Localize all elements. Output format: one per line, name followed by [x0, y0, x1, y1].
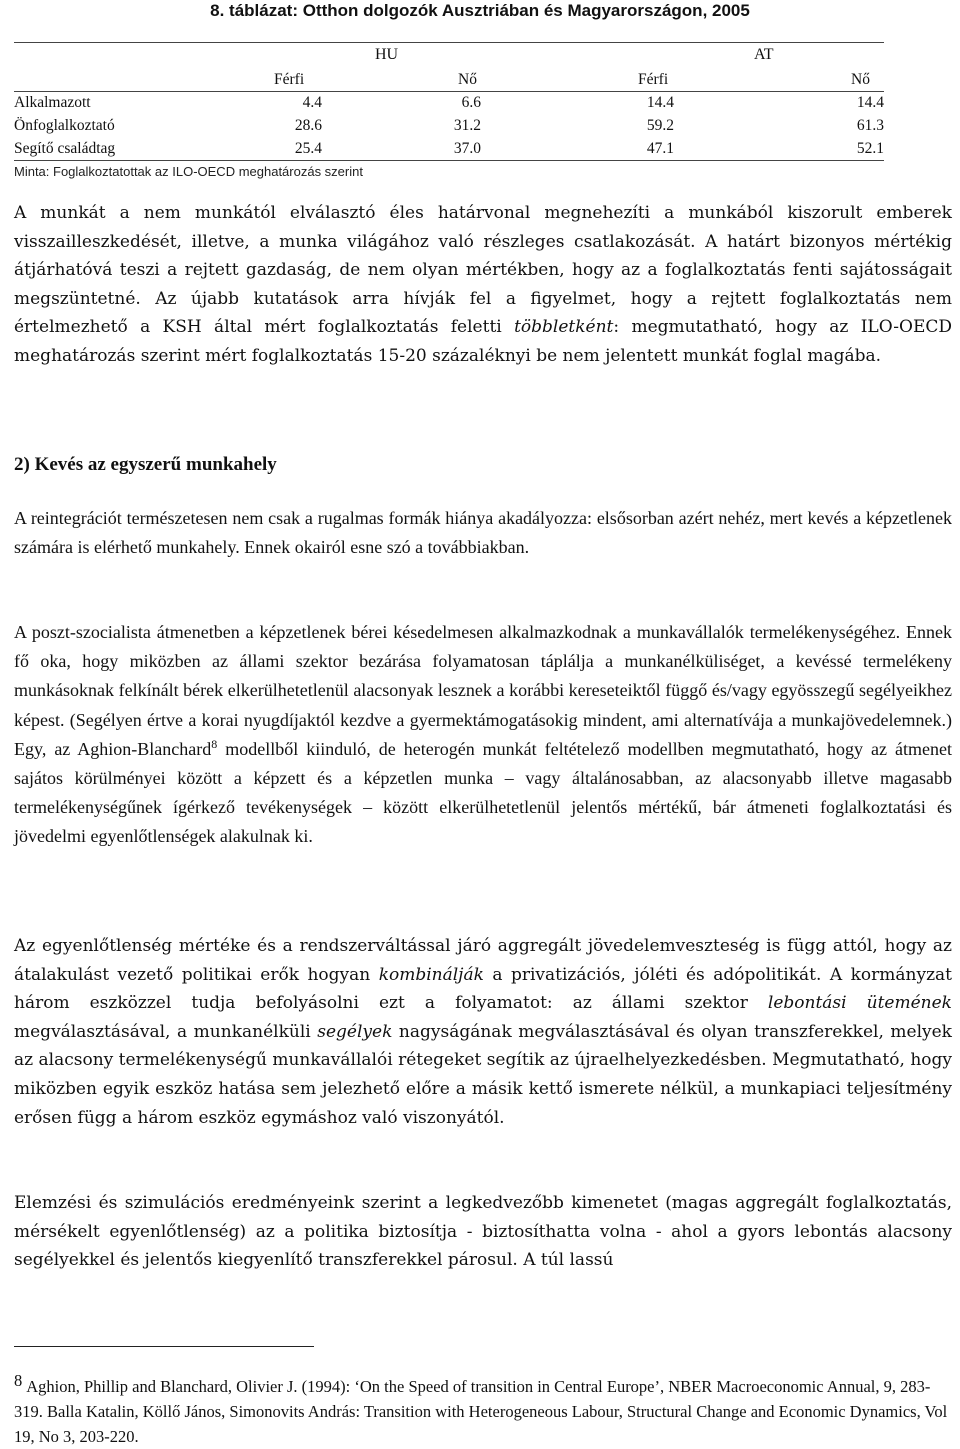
sub-header-hu-no: Nő: [458, 71, 477, 88]
paragraph-4: [14, 932, 952, 1132]
footnote: [14, 1368, 952, 1449]
table-row: [14, 114, 884, 137]
table-cell: 59.2: [646, 117, 674, 134]
table-header-rule: [14, 91, 884, 92]
paragraph-2: A reintegrációt természetesen nem csak a rugalmas formák hiánya akadályozza: elsősorban azért nehéz, mert kevés a képzetlenek számára is elérhető munkahely. Ennek okairól esne szó a továbbiakban.: [14, 508, 952, 558]
row-label: Alkalmazott: [14, 94, 91, 111]
table-title: 8. táblázat: Otthon dolgozók Ausztriában és Magyarországon, 2005: [210, 1, 750, 20]
table-cell: 14.4: [856, 94, 884, 111]
table-cell: 6.6: [461, 94, 481, 111]
paragraph-3-text-b: modellből kiinduló, de heterogén munkát feltételező modellben megmutatható, hogy az átmenet sajátos körülményei között a képzett és a képzetlen munka – vagy általánosabban, az alacsonyabb illetve magasabb termelékenységűnek ígérkező tevékenységek – között elkerülhetetlenül jelentős mértékű, bár átmeneti foglalkoztatási és jövedelmi egyenlőtlenségek alakulnak ki.: [14, 738, 952, 847]
footnote-reference[interactable]: 8: [211, 736, 218, 751]
paragraph-4-text-d: nagyságának megválasztásával és olyan transzferekkel, melyek az alacsony termelékenységű munkavállalói rétegeket segítik az újraelhelyezkedésben. Megmutatható, hogy miközben egyik eszköz hatása sem jelezhető előre a másik kettő ismerete nélkül, a munkapiaci teljesítmény erősen függ a három eszköz egymáshoz való viszonyától.: [14, 1021, 952, 1128]
table-cell: 47.1: [646, 140, 674, 157]
table-cell: 31.2: [453, 117, 481, 134]
table-cell: 25.4: [294, 140, 322, 157]
table-cell: 28.6: [294, 117, 322, 134]
section-heading: 2) Kevés az egyszerű munkahely: [14, 454, 277, 475]
table-row: [14, 137, 884, 160]
sub-header-at-ferfi: Férfi: [638, 71, 669, 88]
table-sex-header-row: [14, 68, 884, 91]
paragraph-4-emphasis-3: segélyek: [317, 1021, 393, 1042]
country-header-at: AT: [754, 46, 774, 63]
footnote-separator: [14, 1346, 314, 1347]
table-country-header-row: [14, 42, 884, 68]
table-cell: 52.1: [856, 140, 884, 157]
table-cell: 37.0: [453, 140, 481, 157]
paragraph-4-text-a: Az egyenlőtlenség mértéke és a rendszerváltással járó aggregált jövedelemveszteség is függ attól, hogy az átalakulást vezető politikai erők hogyan: [14, 936, 952, 985]
footnote-number: 8: [14, 1371, 23, 1390]
paragraph-3-text-a: A poszt-szocialista átmenetben a képzetlenek bérei késedelmesen alkalmazkodnak a munkavállalók termelékenységéhez. Ennek fő oka, hogy miközben az állami szektor bezárása folyamatosan táplálja a munkanélküliséget, a kevéssé termelékeny munkásoknak felkínált bérek elkerülhetetlenül alacsonyak lesznek a korábbi kereseteiktől függő és/vagy egyösszegű segélyeikhez képest. (Segélyen értve a korai nyugdíjaktól kezdve a gyermektámogatásokig mindent, ami alternatívája a munkajövedelemnek.) Egy, az Aghion-Blanchard: [14, 622, 952, 759]
table-cell: 14.4: [646, 94, 674, 111]
paragraph-3: [14, 618, 952, 852]
sub-header-hu-ferfi: Férfi: [274, 71, 305, 88]
row-label: Segítő családtag: [14, 140, 116, 157]
paragraph-1-text-b: : megmutatható, hogy az ILO-OECD meghatározás szerint mért foglalkoztatás 15-20 százaléknyi be nem jelentett munkát foglal magába.: [14, 317, 953, 366]
paragraph-1-text-a: A munkát a nem munkától elválasztó éles határvonal megnehezíti a munkából kiszorult emberek visszailleszkedését, illetve, a munka világához való részleges csatlakozását. A határt bizonyos mértékig átjárhatóvá teszi a rejtett gazdaság, de nem olyan mértékben, hogy az a foglalkoztatás fenti sajátosságait megszüntetné. Az újabb kutatások arra hívják fel a figyelmet, hogy a rejtett foglalkoztatás nem értelmezhető a KSH által mért foglalkoztatás feletti: [14, 203, 952, 338]
row-label: Önfoglalkoztató: [14, 117, 115, 134]
sub-header-at-no: Nő: [851, 71, 870, 88]
country-header-hu: HU: [375, 46, 399, 63]
table-cell: 61.3: [856, 117, 884, 134]
paragraph-5: Elemzési és szimulációs eredményeink szerint a legkedvezőbb kimenetet (magas aggregált foglalkoztatás, mérsékelt egyenlőtlenség) az a politika biztosítja - biztosíthatta volna - ahol a gyors lebontás alacsony segélyekkel és jelentős kiegyenlítő transzferekkel párosul. A túl lassú: [14, 1193, 952, 1271]
table-row: [14, 91, 884, 114]
table-cell: 4.4: [302, 94, 322, 111]
table-note-row: [14, 160, 884, 183]
paragraph-4-text-c: megválasztásával, a munkanélküli: [14, 1021, 318, 1042]
paragraph-1: [14, 199, 952, 371]
paragraph-4-text-b: a privatizációs, jóléti és adópolitikát. A kormányzat három eszközzel tudja befolyásolni ezt a folyamatot: az állami szektor: [14, 964, 952, 1014]
data-table: [14, 42, 884, 183]
footnote-text: Aghion, Phillip and Blanchard, Olivier J. (1994): ‘On the Speed of transition in Central Europe’, NBER Macroeconomic Annual, 9, 283-319. Balla Katalin, Köllő János, Simonovits András: Transition with Heterogeneous Labour, Structural Change and Economic Dynamics, Vol 19, No 3, 203-220.: [14, 1377, 948, 1446]
paragraph-1-emphasis: többletként: [514, 317, 614, 338]
paragraph-4-emphasis-1: kombinálják: [378, 964, 484, 985]
paragraph-4-emphasis-2: lebontási ütemének: [767, 993, 952, 1014]
table-note: Minta: Foglalkoztatottak az ILO-OECD meghatározás szerint: [14, 164, 363, 179]
